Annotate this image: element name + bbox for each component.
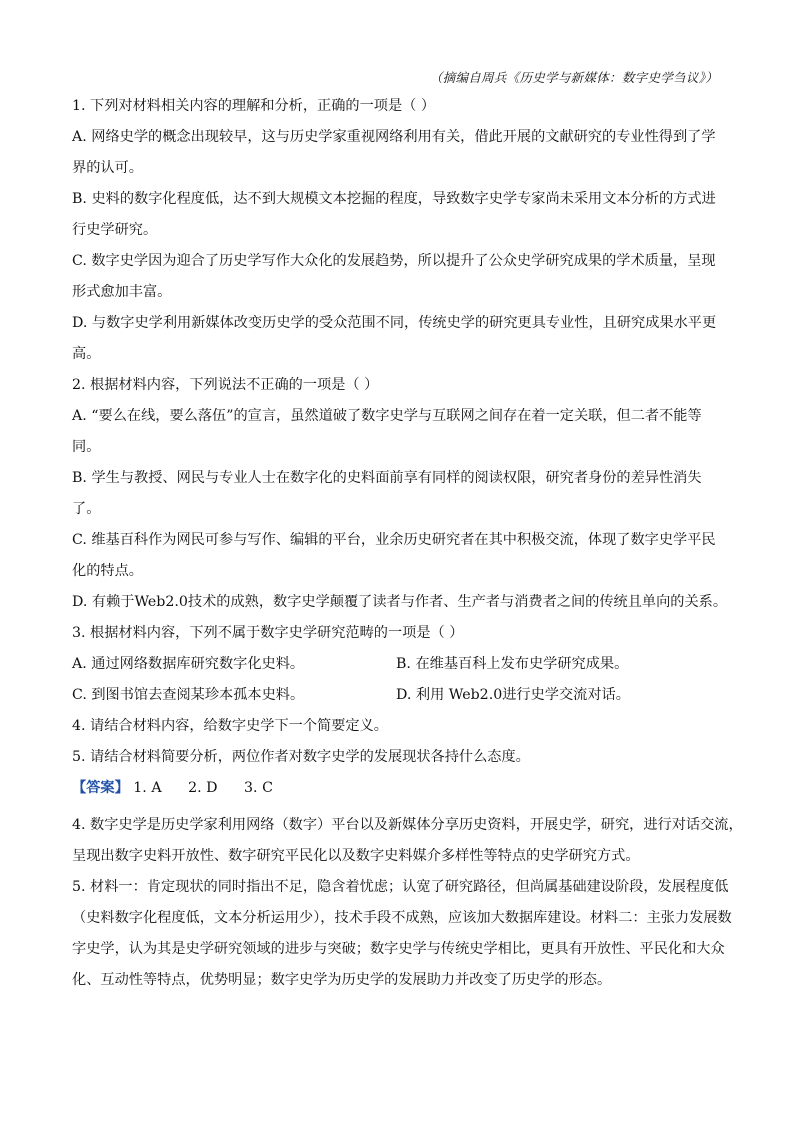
- question-1-option-d: [72, 313, 732, 364]
- question-1-option-b: [72, 189, 732, 240]
- option-line: 同。: [72, 439, 101, 455]
- option-line: D. 与数字史学利用新媒体改变历史学的受众范围不同，传统史学的研究更具专业性，且研究成果水平更: [72, 315, 717, 331]
- question-1-option-a: [72, 127, 732, 178]
- option-line: 界的认可。: [72, 160, 143, 176]
- explanation-4: [72, 815, 743, 866]
- answer-3: 3. C: [244, 780, 273, 796]
- answer-line: [72, 778, 732, 798]
- answer-2: 2. D: [188, 780, 218, 796]
- source-citation: （摘编自周兵《历史学与新媒体：数字史学刍议》）: [429, 70, 718, 85]
- question-3-options-row-2: [72, 685, 732, 705]
- paragraph-line: 5. 材料一：肯定现状的同时指出不足，隐含着忧虑；认宽了研究路径，但尚属基础建设阶段，发展程度低: [72, 879, 729, 895]
- option-line: C. 维基百科作为网民可参与写作、编辑的平台，业余历史研究者在其中积极交流，体现了数字史学平民: [72, 532, 716, 548]
- option-line: B. 史料的数字化程度低，达不到大规模文本挖掘的程度，导致数字史学专家尚未采用文本分析的方式进: [72, 191, 716, 207]
- paragraph-line: 4. 数字史学是历史学家利用网络（数字）平台以及新媒体分享历史资料，开展史学，研究，进行对话交流，: [72, 817, 743, 833]
- question-1-option-c: [72, 251, 732, 302]
- question-5-stem: 5. 请结合材料简要分析，两位作者对数字史学的发展现状各持什么态度。: [72, 749, 530, 765]
- option-line: 形式愈加丰富。: [72, 284, 172, 300]
- paragraph-line: 化、互动性等特点，优势明显；数字史学为历史学的发展助力并改变了历史学的形态。: [72, 972, 612, 988]
- option-line: 高。: [72, 346, 101, 362]
- question-2-option-d: [72, 592, 732, 612]
- question-3-option-c: C. 到图书馆去查阅某珍本孤本史料。: [72, 687, 305, 703]
- question-2-stem: 2. 根据材料内容，下列说法不正确的一项是（ ）: [72, 377, 379, 393]
- question-2-option-c: [72, 530, 732, 581]
- question-2-option-a: [72, 406, 732, 457]
- question-1-stem: 1. 下列对材料相关内容的理解和分析，正确的一项是（ ）: [72, 98, 436, 114]
- option-line: A. “要么在线，要么落伍”的宣言，虽然道破了数字史学与互联网之间存在着一定关联，但二者不能等: [72, 408, 702, 424]
- paragraph-line: 字史学，认为其是史学研究领域的进步与突破；数字史学与传统史学相比，更具有开放性、平民化和大众: [72, 941, 725, 957]
- question-3-options-row-1: [72, 654, 732, 674]
- option-line: C. 数字史学因为迎合了历史学写作大众化的发展趋势，所以提升了公众史学研究成果的学术质量，呈现: [72, 253, 716, 269]
- question-3-option-a: A. 通过网络数据库研究数字化史料。: [72, 656, 305, 672]
- option-line: 化的特点。: [72, 563, 143, 579]
- paragraph-line: （史料数字化程度低，文本分析运用少），技术手段不成熟，应该加大数据库建设。材料二：主张力发展数: [72, 910, 732, 926]
- answer-1: 1. A: [133, 780, 162, 796]
- option-line: 了。: [72, 501, 101, 517]
- question-3-stem: 3. 根据材料内容，下列不属于数字史学研究范畴的一项是（ ）: [72, 625, 464, 641]
- document-body: [72, 96, 743, 1001]
- option-line: D. 有赖于Web2.0技术的成熟，数字史学颠覆了读者与作者、生产者与消费者之间的传统且单向的关系。: [72, 594, 728, 610]
- question-2-option-b: [72, 468, 732, 519]
- question-3-option-d: D. 利用 Web2.0进行史学交流对话。: [396, 687, 630, 703]
- question-3-option-b: B. 在维基百科上发布史学研究成果。: [396, 656, 629, 672]
- option-line: 行史学研究。: [72, 222, 158, 238]
- explanation-5: [72, 877, 732, 990]
- paragraph-line: 呈现出数字史料开放性、数字研究平民化以及数字史料媒介多样性等特点的史学研究方式。: [72, 848, 640, 864]
- option-line: B. 学生与教授、网民与专业人士在数字化的史料面前享有同样的阅读权限，研究者身份的差异性消失: [72, 470, 702, 486]
- question-4-stem: 4. 请结合材料内容，给数字史学下一个简要定义。: [72, 718, 388, 734]
- answer-label: 【答案】: [72, 780, 129, 796]
- option-line: A. 网络史学的概念出现较早，这与历史学家重视网络利用有关，借此开展的文献研究的专业性得到了学: [72, 129, 716, 145]
